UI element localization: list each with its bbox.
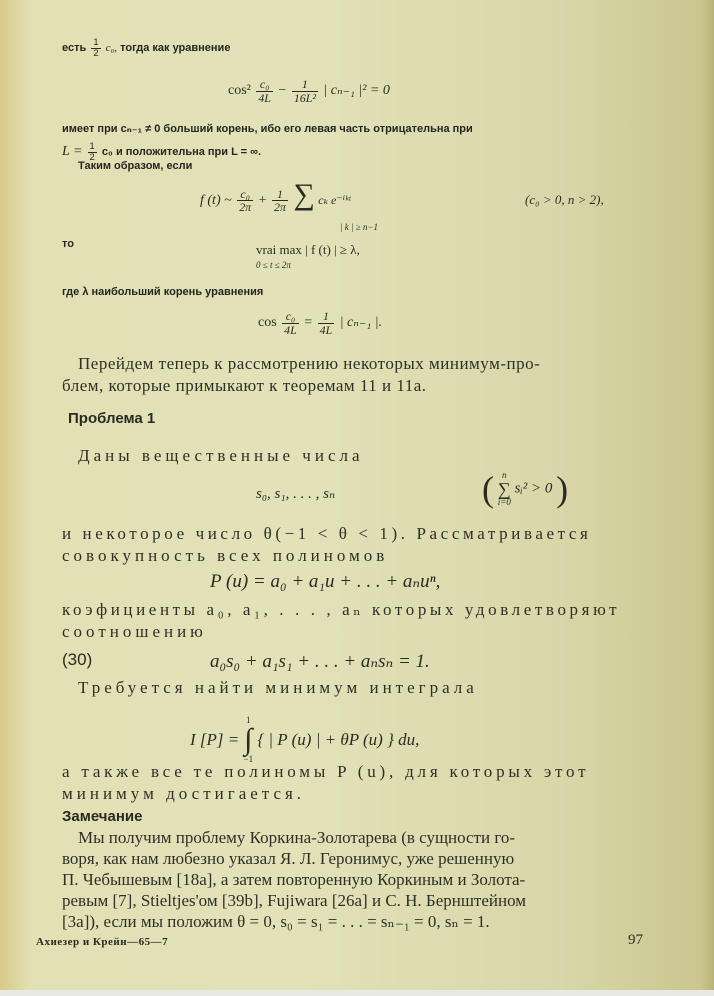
text-line-16: минимум достигается. (62, 784, 306, 803)
text-line-11: совокупность всех полиномов (62, 546, 389, 565)
math-text: f (t) ~ (200, 193, 232, 208)
math-text: cos² (228, 83, 251, 99)
math-text: | cₙ₋₁ |² = 0 (323, 83, 390, 99)
text-line-8: блем, которые примыкают к теоремам 11 и 11а. (62, 376, 427, 395)
fraction: $\frac{\text{c₀}}{4L}$ (284, 309, 297, 337)
math-text: cₖ e⁻ⁱᵏᵗ (318, 193, 351, 207)
fraction: $\frac{\text{c₀}}{2\pi}$ (239, 186, 252, 215)
integral-equation: I [P] = 1 ∫ −1 { | P (u) | + θP (u) } du, (190, 715, 420, 764)
remark-line: [3a]), если мы положим θ = 0, s₀ = s₁ = . . . = sₙ₋₁ = 0, sₙ = 1. (62, 912, 490, 931)
equation-3-subscript: 0 ≤ t ≤ 2π (256, 260, 291, 270)
footer-signature: Ахиезер и Крейн—65—7 (36, 936, 169, 948)
equation-2-condition: (c₀ > 0, n > 2), (525, 192, 604, 207)
text-line-1 (62, 38, 230, 59)
text: есть (62, 42, 87, 55)
fraction: $\frac{1}{2}$ (89, 141, 95, 162)
text: тогда как уравнение (120, 42, 231, 55)
sum-symbol: ∑ (293, 178, 315, 211)
text-line-5: то (62, 238, 74, 250)
equation-1 (228, 78, 390, 104)
sum-condition: ( n ∑ i=0 sᵢ² > 0 ) (482, 469, 569, 509)
equation-4 (258, 310, 382, 336)
integral-sign: 1 ∫ −1 (243, 715, 254, 764)
math-var: c₀, (105, 42, 118, 55)
math-text: L = (62, 144, 83, 160)
math-text: cos (258, 315, 277, 331)
text-line-7: Перейдем теперь к рассмотрению некоторых минимум-про- (78, 354, 541, 373)
equation-2 (200, 178, 350, 214)
fraction: $\frac{\text{c₀}}{4L}$ (258, 77, 271, 105)
section-heading-problem-1: Проблема 1 (68, 410, 156, 427)
text-line-6: где λ наибольший корень уравнения (62, 286, 264, 298)
remark-line: Мы получим проблему Коркина-Золотарева (в сущности го- (78, 828, 516, 847)
math-text: = (304, 315, 313, 331)
fraction: $\frac{1}{2\pi}$ (274, 186, 286, 215)
math-text: + (258, 193, 267, 208)
sum-subscript: | k | ≥ n−1 (340, 222, 378, 232)
text-line-12: коэфициенты a₀, a₁, . . . , aₙ которых удовлетворяют (62, 600, 621, 619)
remark-line: воря, как нам любезно указал Я. Л. Геронимус, уже решенную (62, 849, 515, 868)
sum-block: n ∑ i=0 (497, 470, 511, 507)
text: c₀ и положительна при L = ∞. (101, 146, 262, 159)
equation-30: a₀s₀ + a₁s₁ + . . . + aₙsₙ = 1. (210, 651, 430, 672)
math-text: | cₙ₋₁ |. (339, 315, 383, 331)
text-line-13: соотношению (62, 622, 207, 641)
text-line-10: и некоторое число θ(−1 < θ < 1). Рассматривается (62, 524, 592, 543)
page-number: 97 (628, 932, 643, 948)
fraction: $\frac{1}{4L}$ (319, 309, 333, 337)
fraction: $\frac{1}{2}$ (93, 37, 99, 58)
equation-3: vrai max | f (t) | ≥ λ, (256, 242, 360, 257)
text-line-9: Даны вещественные числа (78, 446, 364, 465)
text-line-2: имеет при cₙ₋₁ ≠ 0 больший корень, ибо его левая часть отрицательна при (62, 123, 473, 135)
equation-label: (30) (62, 650, 93, 669)
remark-line: П. Чебышевым [18а], а затем повторенную Коркиным и Золота- (62, 870, 526, 889)
remark-line: ревым [7], Stieltjes'ом [39b], Fujiwara [26a] и С. Н. Бернштейном (62, 891, 527, 910)
text-line-15: а также все те полиномы P (u), для которых этот (62, 762, 590, 781)
section-heading-remark: Замечание (62, 808, 143, 825)
text-line-14: Требуется найти минимум интеграла (78, 678, 478, 697)
text-line-4: Таким образом, если (78, 160, 193, 172)
sequence: s₀, s₁, . . . , sₙ (256, 486, 336, 502)
math-text: − (278, 83, 287, 99)
remark-body (62, 828, 526, 933)
fraction: $\frac{1}{\text{16L²}}$ (293, 77, 316, 105)
polynomial: P (u) = a₀ + a₁u + . . . + aₙuⁿ, (210, 571, 441, 592)
